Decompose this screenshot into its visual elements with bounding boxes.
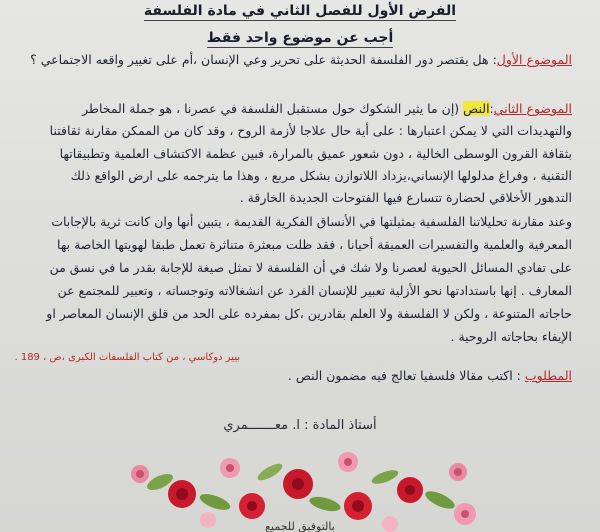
topic1-label: الموضوع الأول bbox=[496, 52, 572, 67]
topic1-line bbox=[18, 50, 572, 70]
required-text: : اكتب مقالا فلسفيا تعالج فيه مضمون النص . bbox=[287, 368, 525, 383]
flower-decoration-image bbox=[120, 432, 480, 532]
text-line: (إن ما يثير الشكوك حول مستقبل الفلسفة في عصرنا ، هو جملة المخاطر bbox=[82, 101, 460, 116]
topic2-line-0: الموضوع الثاني:النص (إن ما يثير الشكوك حول مستقبل الفلسفة في عصرنا ، هو جملة المخاطر bbox=[82, 101, 572, 116]
topic1-question: : هل يقتصر دور الفلسفة الحديثة على تحرير وعي الإنسان ،أم على تغيير واقعه الاجتماعي ؟ bbox=[30, 52, 497, 67]
topic2-label: الموضوع الثاني bbox=[493, 101, 572, 116]
text-line: المعارف . إنها باستدادتها نحو الأزلية تعبير للإنسان الفرد عن انشغالاته وتوجساته ، وتعبير للمجتمع عن bbox=[57, 283, 572, 298]
required-label: المطلوب bbox=[524, 368, 572, 383]
text-line: على تفادي المسائل الحيوية لعصرنا ولا شك في أن الفلسفة لا تمثل صيغة للإجابة بقدر ما في نسق من bbox=[49, 260, 572, 275]
footer-text: بالتوفيق للجميع bbox=[265, 520, 335, 532]
signature-name: معـــــــمري bbox=[223, 418, 289, 433]
text-line: الإيفاء بحاجاته الروحية . bbox=[450, 329, 572, 344]
text-line: التقنية ، وفراغ مدلولها الإنساني،يزداد اللاتوازن بشكل مربع ، وهذا ما يترجمه على ارض الواقع ذلك bbox=[70, 168, 572, 183]
required-line bbox=[18, 366, 572, 386]
text-highlight: النص bbox=[463, 101, 490, 116]
text-line: حاجاته المتنوعة ، ولكن لا الفلسفة ولا العلم بقادرين ،كل بمفرده على الحد من قلق الإنسان المعاصر او bbox=[46, 306, 572, 321]
text-line: والتهديدات التي لا يمكن اعتبارها : على أية حال علاجا لأزمة الروح ، وقد كان من الممكن مقارنة ثقافتنا bbox=[49, 123, 572, 138]
text-line: بثقافة القرون الوسطى الخالية ، دون شعور عميق بالمرارة، فبين عظمة الاكتشاف العلمية وتطبيقاتها bbox=[59, 146, 572, 161]
text-line: وعند مقارنة تحليلاتنا الفلسفية بمثيلتها في الأنساق الفكرية القديمة ، يتبين أنها وان كانت ثرية بالإجابات bbox=[51, 214, 572, 229]
text-line: التدهور الأخلاقي لحضارة تتسارع فيها الفتوحات الجديدة الخارقة . bbox=[239, 190, 572, 205]
text-line: المعرفية والعلمية والتفسيرات العميقة أحيانا ، فقد ظلت مبعثرة متناثرة تعمل طبقا لهويتها الخاصة بها bbox=[57, 237, 572, 252]
exam-instruction: أجب عن موضوع واحد فقط bbox=[206, 30, 394, 46]
source-citation: بيير دوكاسي ، من كتاب الفلسفات الكبرى ،ص ، 189 . bbox=[14, 352, 240, 363]
signature-prefix: أستاذ المادة : ا. bbox=[292, 418, 377, 433]
teacher-signature bbox=[0, 418, 600, 433]
exam-title: الفرض الأول للفصل الثاني في مادة الفلسفة bbox=[143, 3, 457, 19]
